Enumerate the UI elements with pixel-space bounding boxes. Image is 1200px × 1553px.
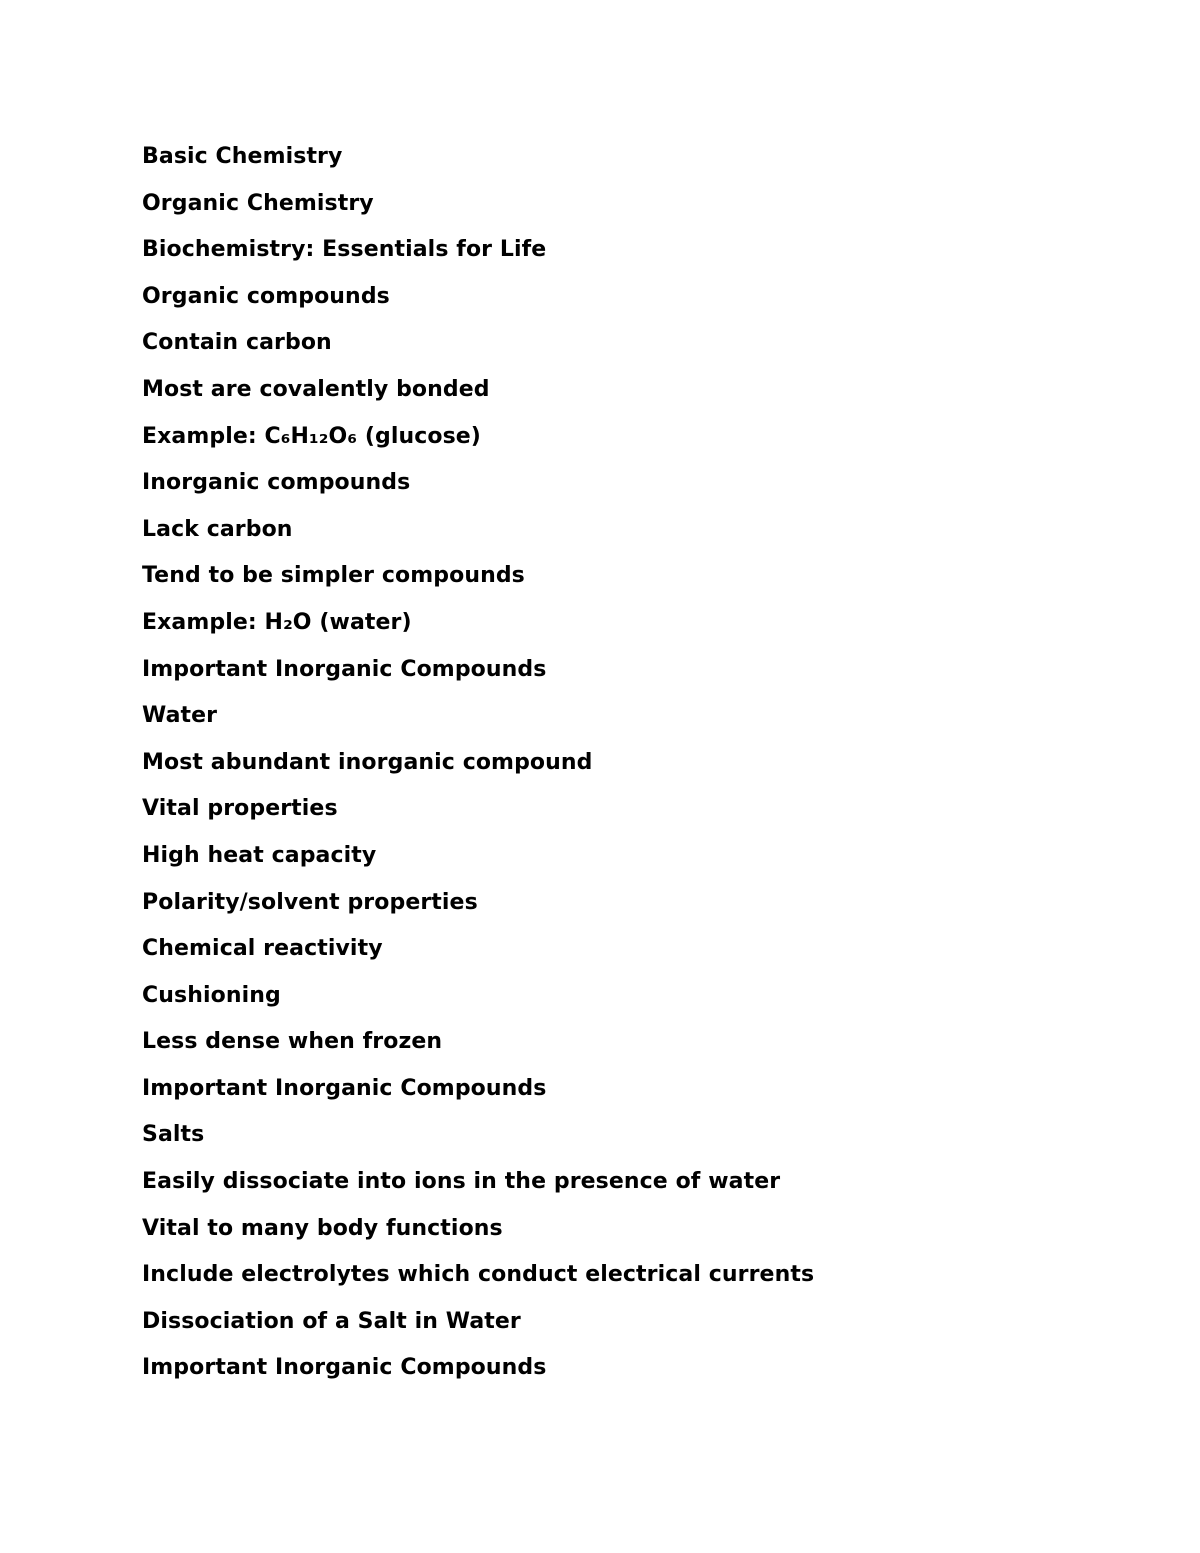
text-line: Less dense when frozen xyxy=(142,1029,443,1055)
text-line: Easily dissociate into ions in the presence of water xyxy=(142,1169,781,1195)
text-line: Chemical reactivity xyxy=(142,936,383,962)
text-line: Water xyxy=(142,703,218,729)
text-line: Important Inorganic Compounds xyxy=(142,1355,547,1381)
text-line: Contain carbon xyxy=(142,330,332,356)
text-line: Biochemistry: Essentials for Life xyxy=(142,237,547,263)
text-line: High heat capacity xyxy=(142,842,377,868)
text-line: Tend to be simpler compounds xyxy=(142,563,525,589)
text-line: Lack carbon xyxy=(142,516,293,542)
text-line: Important Inorganic Compounds xyxy=(142,1075,547,1101)
text-line: Include electrolytes which conduct electrical currents xyxy=(142,1262,815,1288)
text-line: Organic compounds xyxy=(142,283,390,309)
text-line: Organic Chemistry xyxy=(142,190,374,216)
text-line: Example: H₂O (water) xyxy=(142,609,412,635)
text-line: Cushioning xyxy=(142,982,281,1008)
text-line: Most are covalently bonded xyxy=(142,376,490,402)
text-line: Basic Chemistry xyxy=(142,144,343,169)
text-line: Example: C₆H₁₂O₆ (glucose) xyxy=(142,423,481,449)
text-line: Important Inorganic Compounds xyxy=(142,656,547,682)
text-line: Salts xyxy=(142,1122,205,1148)
text-line: Vital to many body functions xyxy=(142,1215,503,1241)
text-line: Inorganic compounds xyxy=(142,470,411,496)
text-line: Most abundant inorganic compound xyxy=(142,749,593,775)
text-line: Dissociation of a Salt in Water xyxy=(142,1308,521,1334)
text-line: Vital properties xyxy=(142,796,338,822)
document-lines xyxy=(142,140,814,1398)
text-line: Polarity/solvent properties xyxy=(142,889,478,915)
